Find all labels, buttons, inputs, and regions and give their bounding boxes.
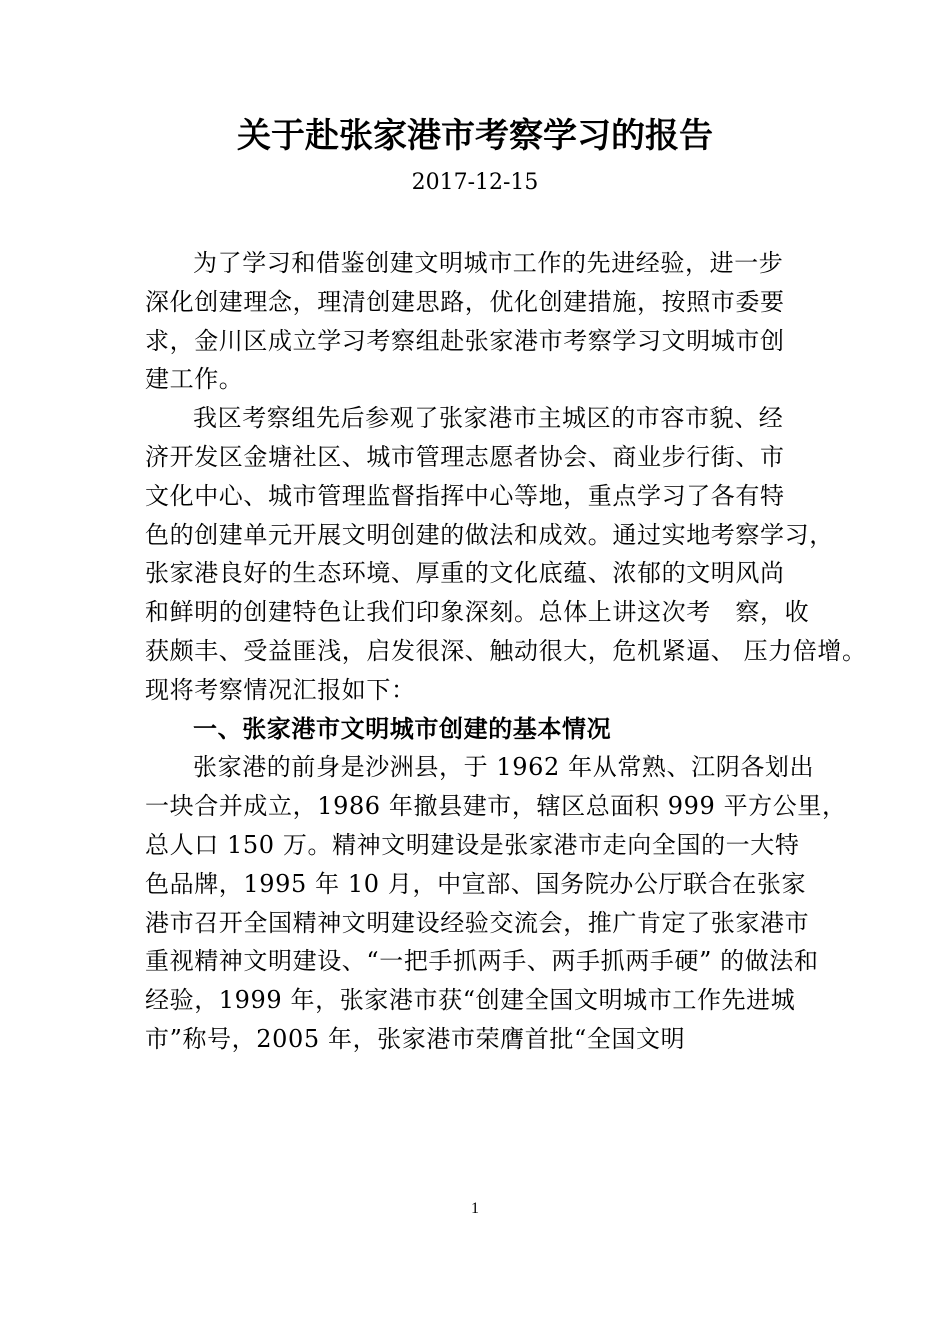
paragraph-line: 市”称号，2005 年，张家港市荣膺首批“全国文明 <box>145 1024 686 1053</box>
paragraph-line: 文化中心、城市管理监督指挥中心等地，重点学习了各有特 <box>145 481 785 510</box>
paragraph-line: 我区考察组先后参观了张家港市主城区的市容市貌、经 <box>193 404 784 433</box>
section-heading: 一、张家港市文明城市创建的基本情况 <box>193 714 612 743</box>
document-date: 2017-12-15 <box>411 170 539 195</box>
paragraph-line: 一块合并成立，1986 年撤县建市，辖区总面积 999 平方公里， <box>145 792 847 821</box>
page-number: 1 <box>471 1200 479 1217</box>
paragraph-line: 总人口 150 万。精神文明建设是张家港市走向全国的一大特 <box>145 830 800 859</box>
paragraph-line: 重视精神文明建设、“一把手抓两手、两手抓两手硬” 的做法和 <box>145 947 819 976</box>
paragraph-line: 色品牌，1995 年 10 月，中宣部、国务院办公厅联合在张家 <box>145 869 807 898</box>
paragraph-line: 色的创建单元开展文明创建的做法和成效。通过实地考察学习， <box>145 520 834 549</box>
paragraph-line: 建工作。 <box>145 365 244 394</box>
paragraph-line: 现将考察情况汇报如下： <box>145 675 416 704</box>
document-title: 关于赴张家港市考察学习的报告 <box>237 116 713 156</box>
paragraph-line: 济开发区金塘社区、城市管理志愿者协会、商业步行街、市 <box>145 442 785 471</box>
paragraph-line: 张家港良好的生态环境、厚重的文化底蕴、浓郁的文明风尚 <box>145 559 785 588</box>
paragraph-line: 经验，1999 年，张家港市获“创建全国文明城市工作先进城 <box>145 986 796 1015</box>
paragraph-line: 深化创建理念，理清创建思路，优化创建措施，按照市委要 <box>145 287 785 316</box>
paragraph-line: 和鲜明的创建特色让我们印象深刻。总体上讲这次考 察，收 <box>145 598 810 627</box>
paragraph-line: 张家港的前身是沙洲县，于 1962 年从常熟、江阴各划出 <box>193 753 815 782</box>
paragraph-line: 求，金川区成立学习考察组赴张家港市考察学习文明城市创 <box>145 326 785 355</box>
paragraph-line: 港市召开全国精神文明建设经验交流会，推广肯定了张家港市 <box>145 908 810 937</box>
paragraph-line: 获颇丰、受益匪浅，启发很深、触动很大，危机紧逼、 压力倍增。 <box>145 636 867 665</box>
paragraph-line: 为了学习和借鉴创建文明城市工作的先进经验，进一步 <box>193 249 784 277</box>
document-body <box>145 244 867 1059</box>
